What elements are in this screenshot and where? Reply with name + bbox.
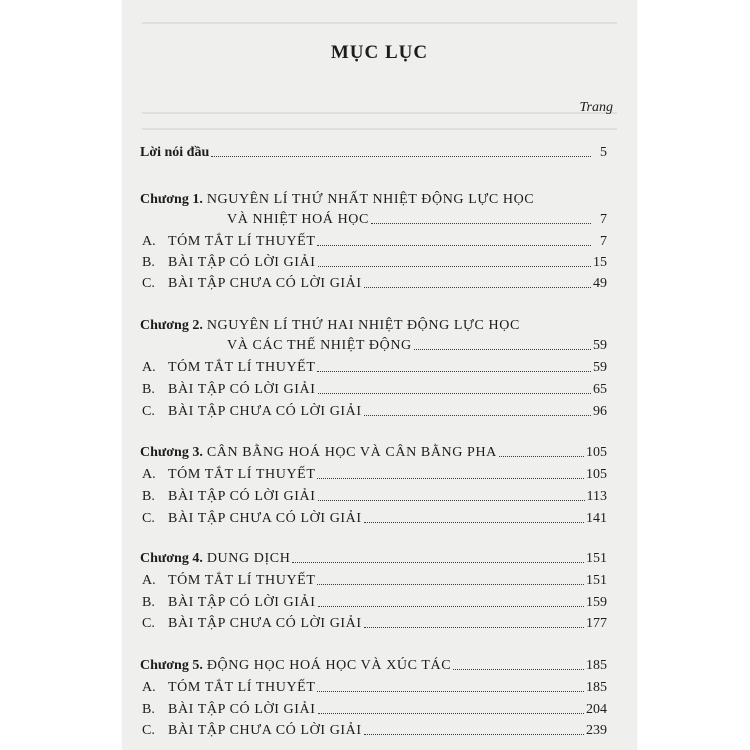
section-letter: A. — [142, 360, 156, 375]
section-label: BÀI TẬP CÓ LỜI GIẢI — [168, 255, 316, 270]
chapter-title-continued: VÀ CÁC THẾ NHIỆT ĐỘNG — [227, 338, 412, 353]
toc-entry-chapter-4[interactable] — [140, 547, 607, 567]
section-label: BÀI TẬP CÓ LỜI GIẢI — [168, 489, 316, 504]
dot-leader — [499, 455, 584, 457]
section-letter: B. — [142, 382, 155, 397]
page-title: MỤC LỤC — [330, 42, 429, 63]
dot-leader — [453, 668, 584, 670]
dot-leader — [318, 605, 584, 607]
page-number: 151 — [586, 551, 607, 566]
chapter-title: NGUYÊN LÍ THỨ HAI NHIỆT ĐỘNG LỰC HỌC — [206, 318, 520, 333]
dot-leader — [371, 222, 591, 224]
page-number: 15 — [593, 255, 607, 270]
dot-leader — [414, 348, 591, 350]
page-number: 59 — [593, 338, 607, 353]
dot-leader — [317, 370, 591, 372]
section-label: TÓM TẮT LÍ THUYẾT — [168, 467, 316, 482]
toc-entry-section[interactable] — [142, 507, 607, 527]
section-label: BÀI TẬP CHƯA CÓ LỜI GIẢI — [168, 404, 362, 419]
toc-entry-section[interactable] — [142, 251, 607, 271]
toc-entry-chapter-5[interactable] — [140, 654, 607, 674]
page-number: 7 — [600, 234, 607, 249]
toc-entry-section[interactable] — [142, 612, 607, 632]
section-label: TÓM TẮT LÍ THUYẾT — [168, 234, 316, 249]
section-letter: B. — [142, 255, 155, 270]
section-letter: A. — [142, 573, 156, 588]
page-column-label: Trang — [579, 100, 613, 115]
section-letter: C. — [142, 404, 155, 419]
toc-entry-section[interactable] — [142, 698, 607, 718]
toc-entry-section[interactable] — [142, 591, 607, 611]
toc-entry-section[interactable] — [142, 230, 607, 250]
book-page — [122, 0, 637, 750]
toc-entry-section[interactable] — [142, 400, 607, 420]
chapter-title: CÂN BẰNG HOÁ HỌC VÀ CÂN BẰNG PHA — [206, 445, 497, 460]
dot-leader — [364, 414, 591, 416]
bleed-through-shadow — [142, 128, 617, 130]
section-letter: B. — [142, 702, 155, 717]
chapter-heading — [140, 188, 607, 208]
page-number: 113 — [586, 489, 607, 504]
page-number: 141 — [586, 511, 607, 526]
toc-entry-label: Lời nói đầu — [140, 145, 210, 160]
page-number: 185 — [586, 658, 607, 673]
section-label: TÓM TẮT LÍ THUYẾT — [168, 573, 316, 588]
page-number: 65 — [593, 382, 607, 397]
page-number: 151 — [586, 573, 607, 588]
page-number: 7 — [600, 212, 607, 227]
dot-leader — [211, 155, 591, 157]
section-label: BÀI TẬP CÓ LỜI GIẢI — [168, 382, 316, 397]
section-letter: A. — [142, 234, 156, 249]
dot-leader — [317, 244, 591, 246]
toc-entry-chapter-2[interactable] — [227, 334, 607, 354]
chapter-title-continued: VÀ NHIỆT HOÁ HỌC — [227, 212, 369, 227]
toc-entry-section[interactable] — [142, 485, 607, 505]
dot-leader — [318, 499, 585, 501]
page-number: 105 — [586, 445, 607, 460]
section-letter: B. — [142, 595, 155, 610]
section-label: TÓM TẮT LÍ THUYẾT — [168, 360, 316, 375]
section-letter: A. — [142, 467, 156, 482]
page-number: 105 — [586, 467, 607, 482]
toc-entry-section[interactable] — [142, 676, 607, 696]
dot-leader — [364, 733, 584, 735]
section-label: BÀI TẬP CHƯA CÓ LỜI GIẢI — [168, 723, 362, 738]
chapter-prefix: Chương 4. — [140, 551, 203, 566]
dot-leader — [318, 265, 591, 267]
page-number: 185 — [586, 680, 607, 695]
dot-leader — [318, 712, 584, 714]
page-number: 204 — [586, 702, 607, 717]
page-number: 49 — [593, 276, 607, 291]
section-label: TÓM TẮT LÍ THUYẾT — [168, 680, 316, 695]
dot-leader — [364, 626, 584, 628]
toc-entry-chapter-1[interactable] — [227, 208, 607, 228]
chapter-prefix: Chương 3. — [140, 445, 203, 460]
toc-entry-section[interactable] — [142, 272, 607, 292]
chapter-prefix: Chương 5. — [140, 658, 203, 673]
toc-entry-section[interactable] — [142, 719, 607, 739]
section-label: BÀI TẬP CHƯA CÓ LỜI GIẢI — [168, 511, 362, 526]
toc-entry-section[interactable] — [142, 356, 607, 376]
dot-leader — [364, 521, 584, 523]
dot-leader — [318, 392, 591, 394]
toc-entry-section[interactable] — [142, 569, 607, 589]
section-label: BÀI TẬP CÓ LỜI GIẢI — [168, 702, 316, 717]
chapter-heading — [140, 314, 607, 334]
chapter-prefix: Chương 1. — [140, 192, 203, 207]
section-label: BÀI TẬP CÓ LỜI GIẢI — [168, 595, 316, 610]
bleed-through-shadow — [142, 22, 617, 24]
toc-entry-chapter-3[interactable] — [140, 441, 607, 461]
section-label: BÀI TẬP CHƯA CÓ LỜI GIẢI — [168, 276, 362, 291]
page-number: 96 — [593, 404, 607, 419]
section-label: BÀI TẬP CHƯA CÓ LỜI GIẢI — [168, 616, 362, 631]
dot-leader — [364, 286, 591, 288]
chapter-title: DUNG DỊCH — [206, 551, 291, 566]
toc-entry-preface[interactable] — [140, 141, 607, 161]
section-letter: A. — [142, 680, 156, 695]
bleed-through-shadow — [142, 112, 617, 114]
page-number: 59 — [593, 360, 607, 375]
section-letter: C. — [142, 616, 155, 631]
page-number: 5 — [600, 145, 607, 160]
chapter-prefix: Chương 2. — [140, 318, 203, 333]
dot-leader — [317, 477, 584, 479]
dot-leader — [317, 690, 584, 692]
toc-entry-section[interactable] — [142, 463, 607, 483]
section-letter: C. — [142, 723, 155, 738]
page-number: 177 — [586, 616, 607, 631]
section-letter: B. — [142, 489, 155, 504]
chapter-title: ĐỘNG HỌC HOÁ HỌC VÀ XÚC TÁC — [206, 658, 452, 673]
section-letter: C. — [142, 276, 155, 291]
dot-leader — [317, 583, 584, 585]
dot-leader — [292, 561, 584, 563]
section-letter: C. — [142, 511, 155, 526]
page-number: 159 — [586, 595, 607, 610]
page-number: 239 — [586, 723, 607, 738]
chapter-title: NGUYÊN LÍ THỨ NHẤT NHIỆT ĐỘNG LỰC HỌC — [206, 192, 535, 207]
toc-entry-section[interactable] — [142, 378, 607, 398]
